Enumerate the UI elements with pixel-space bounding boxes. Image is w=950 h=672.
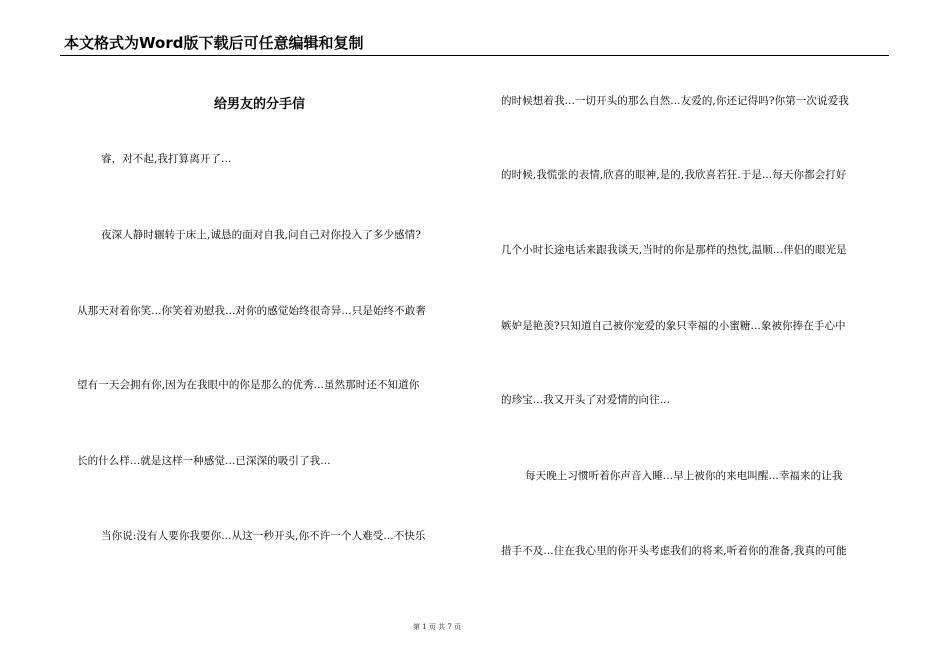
paragraph-line: 望有一天会拥有你,因为在我眼中的你是那么的优秀...虽然那时还不知道你 <box>77 379 420 391</box>
paragraph-line: 每天晚上习惯听着你声音入睡...早上被你的来电叫醒...幸福来的让我 <box>525 470 843 482</box>
paragraph-line: 从那天对着你笑...你笑着劝慰我...对你的感觉始终很奇异...只是始终不敢奢 <box>77 305 426 317</box>
paragraph-line: 长的什么样...就是这样一种感觉...已深深的吸引了我... <box>77 455 331 467</box>
paragraph-line: 夜深人静时辗转于床上,诚恳的面对自我,问自己对你投入了多少感情? <box>101 229 422 241</box>
paragraph-line: 的时候,我慌张的表情,欣喜的眼神,是的,我欣喜若狂.于是...每天你都会打好 <box>501 169 847 181</box>
paragraph-line: 睿，对不起,我打算离开了... <box>101 153 232 165</box>
paragraph-line: 的时候想着我...一切开头的那么自然...友爱的,你还记得吗?你第一次说爱我 <box>501 95 849 107</box>
paragraph-line: 的珍宝...我又开头了对爱情的向往... <box>501 394 671 406</box>
page-number: 第 1 页 共 7 页 <box>413 623 462 631</box>
paragraph-line: 当你说:没有人要你我要你...从这一秒开头,你不许一个人难受...不快乐 <box>101 530 426 542</box>
paragraph-line: 措手不及...住在我心里的你开头考虑我们的将来,听着你的准备,我真的可能 <box>501 545 847 557</box>
letter-title: 给男友的分手信 <box>214 97 306 112</box>
document-banner: 本文格式为Word版下载后可任意编辑和复制 <box>64 34 364 52</box>
header-divider <box>60 55 889 56</box>
paragraph-line: 几个小时长途电话来跟我谈天,当时的你是那样的热忱,温顺...伴侣的眼光是 <box>501 244 847 256</box>
paragraph-line: 嫉妒是艳羡?只知道自己被你宠爱的象只幸福的小蜜糖...象被你捧在手心中 <box>501 320 846 332</box>
